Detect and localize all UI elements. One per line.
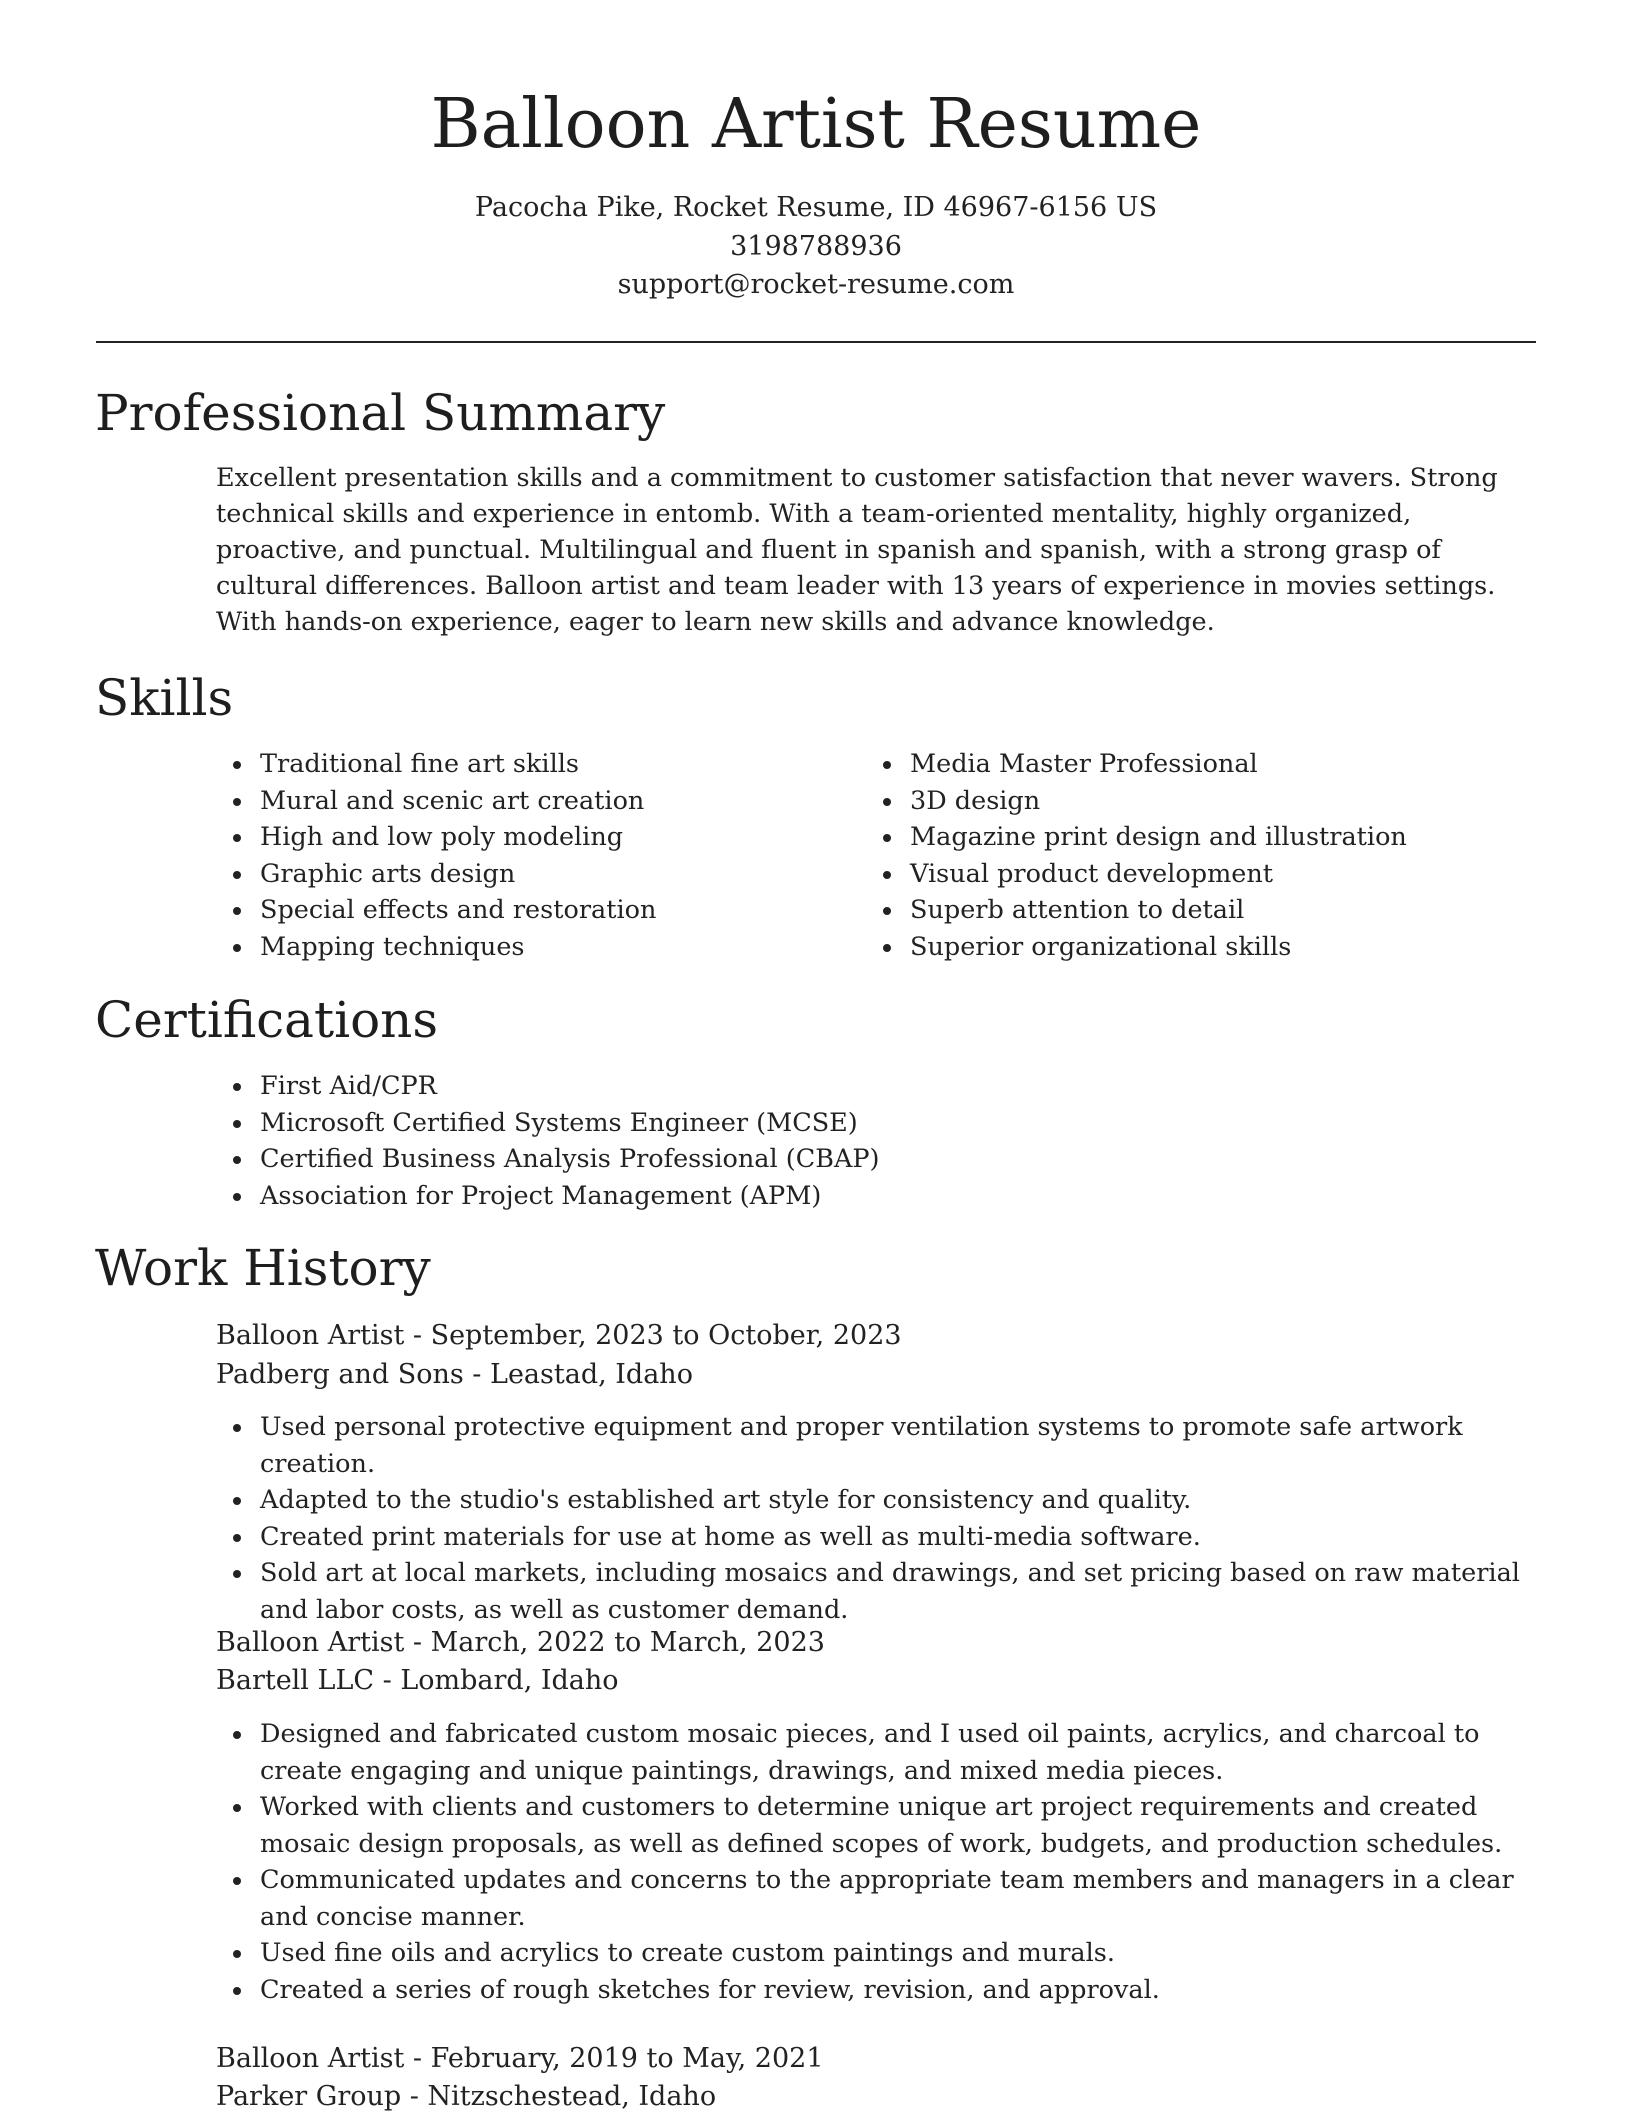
- skills-list-right: [866, 746, 1536, 965]
- job-duty-item: Communicated updates and concerns to the appropriate team members and managers in a clear and concise manner.: [216, 1862, 1536, 1935]
- certification-item: Certified Business Analysis Professional (CBAP): [216, 1141, 1536, 1178]
- skill-item: Media Master Professional: [866, 746, 1536, 783]
- skill-item: Mural and scenic art creation: [216, 783, 856, 820]
- job-duty-item: Used personal protective equipment and proper ventilation systems to promote safe artwork creation.: [216, 1409, 1536, 1482]
- job-title-line: Balloon Artist - March, 2022 to March, 2023: [216, 1627, 825, 1658]
- skill-item: Superb attention to detail: [866, 892, 1536, 929]
- job-title-line: Balloon Artist - February, 2019 to May, 2021: [216, 2043, 824, 2074]
- certification-item: Microsoft Certified Systems Engineer (MCSE): [216, 1105, 1536, 1142]
- job-duties-list: [216, 1409, 1536, 1628]
- certification-item: First Aid/CPR: [216, 1068, 1536, 1105]
- job-duty-item: Created print materials for use at home as well as multi-media software.: [216, 1519, 1536, 1556]
- certifications-list: [216, 1068, 1536, 1214]
- header-divider: [96, 341, 1536, 343]
- summary-heading: Professional Summary: [95, 384, 666, 442]
- skill-item: 3D design: [866, 783, 1536, 820]
- skill-item: Graphic arts design: [216, 856, 856, 893]
- certification-item: Association for Project Management (APM): [216, 1178, 1536, 1215]
- job-company-line: Bartell LLC - Lombard, Idaho: [216, 1665, 619, 1696]
- skills-list-left: [216, 746, 856, 965]
- skill-item: High and low poly modeling: [216, 819, 856, 856]
- skill-item: Mapping techniques: [216, 929, 856, 966]
- job-duty-item: Adapted to the studio's established art style for consistency and quality.: [216, 1482, 1536, 1519]
- job-company-line: Padberg and Sons - Leastad, Idaho: [216, 1359, 693, 1390]
- contact-address: Pacocha Pike, Rocket Resume, ID 46967-6156 US: [474, 192, 1158, 223]
- contact-phone: 3198788936: [730, 230, 902, 262]
- job-duty-item: Worked with clients and customers to determine unique art project requirements and created mosaic design proposals, as well as defined scopes of work, budgets, and production schedules.: [216, 1789, 1536, 1862]
- skill-item: Magazine print design and illustration: [866, 819, 1536, 856]
- job-company-line: Parker Group - Nitzschestead, Idaho: [216, 2081, 717, 2112]
- certifications-heading: Certifications: [95, 991, 439, 1049]
- work-history-heading: Work History: [95, 1239, 431, 1297]
- job-title-line: Balloon Artist - September, 2023 to October, 2023: [216, 1320, 902, 1351]
- job-duty-item: Sold art at local markets, including mosaics and drawings, and set pricing based on raw material and labor costs, as well as customer demand.: [216, 1555, 1536, 1628]
- contact-block: [0, 189, 1632, 305]
- job-duty-item: Used fine oils and acrylics to create custom paintings and murals.: [216, 1935, 1536, 1972]
- job-duties-list: [216, 1716, 1536, 2008]
- skill-item: Special effects and restoration: [216, 892, 856, 929]
- job-duty-item: Created a series of rough sketches for review, revision, and approval.: [216, 1972, 1536, 2009]
- job-duty-item: Designed and fabricated custom mosaic pieces, and I used oil paints, acrylics, and charcoal to create engaging and unique paintings, drawings, and mixed media pieces.: [216, 1716, 1536, 1789]
- resume-title: Balloon Artist Resume: [430, 85, 1202, 164]
- skills-heading: Skills: [95, 669, 234, 727]
- skill-item: Visual product development: [866, 856, 1536, 893]
- contact-email: support@rocket-resume.com: [617, 269, 1015, 300]
- skill-item: Superior organizational skills: [866, 929, 1536, 966]
- skill-item: Traditional fine art skills: [216, 746, 856, 783]
- summary-text: Excellent presentation skills and a commitment to customer satisfaction that never wavers. Strong technical skills and experience in entomb. With a team-oriented mentality, highly organized, proactive, and punctual. Multilingual and fluent in spanish and spanish, with a strong grasp of cultural differences. Balloon artist and team leader with 13 years of experience in movies settings. With hands-on experience, eager to learn new skills and advance knowledge.: [216, 463, 1498, 637]
